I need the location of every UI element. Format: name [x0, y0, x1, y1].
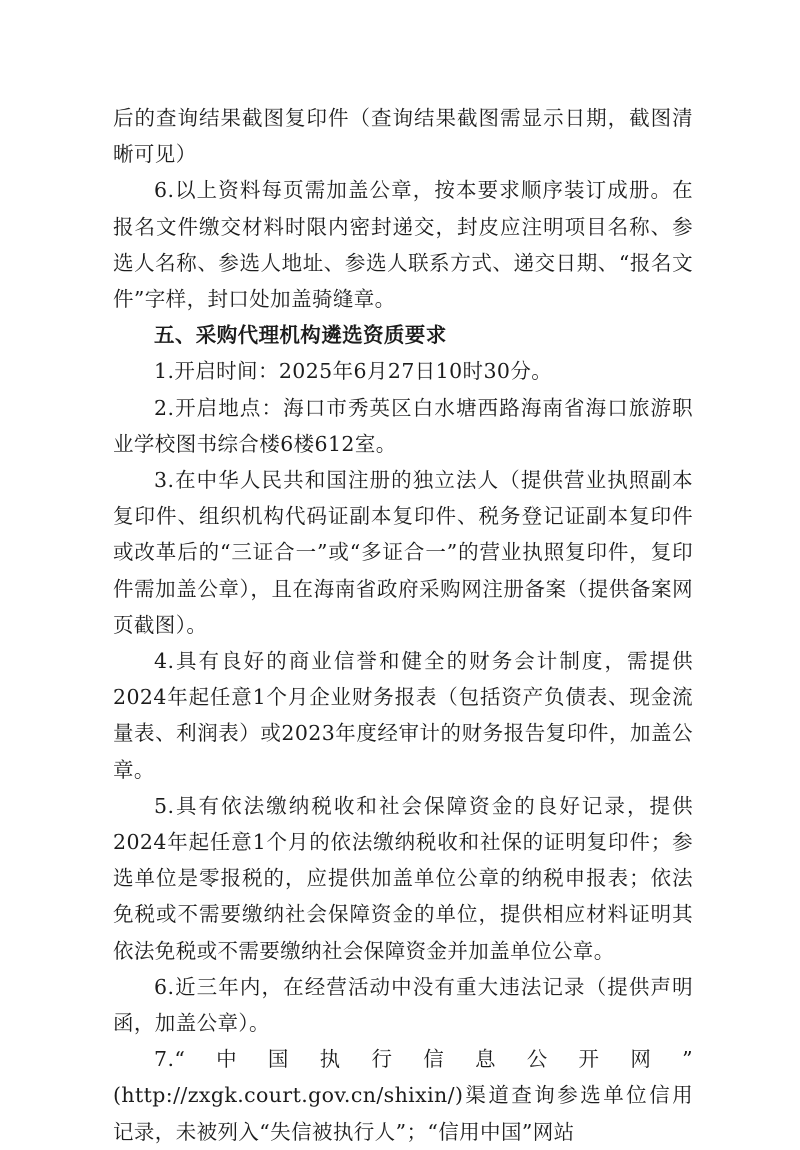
- paragraph-item-6-binding: 6.以上资料每页需加盖公章，按本要求顺序装订成册。在报名文件缴交材料时限内密封递交，封皮应注明项目名称、参选人名称、参选人地址、参选人联系方式、递交日期、“报名文件”字样，封口处加盖骑缝章。: [113, 178, 693, 312]
- paragraph-item-5-tax-social-security: 5.具有依法缴纳税收和社会保障资金的良好记录，提供2024年起任意1个月的依法缴纳税收和社保的证明复印件；参选单位是零报税的，应提供加盖单位公章的纳税申报表；依法免税或不需要缴纳社会保障资金的单位，提供相应材料证明其依法免税或不需要缴纳社会保障资金并加盖单位公章。: [113, 793, 693, 963]
- paragraph-item-6-no-violation: 6.近三年内，在经营活动中没有重大违法记录（提供声明函，加盖公章）。: [113, 974, 693, 1036]
- paragraph-item-3-legal-entity: 3.在中华人民共和国注册的独立法人（提供营业执照副本复印件、组织机构代码证副本复印件、税务登记证副本复印件或改革后的“三证合一”或“多证合一”的营业执照复印件，复印件需加盖公章），且在海南省政府采购网注册备案（提供备案网页截图）。: [113, 468, 693, 637]
- section-heading-5: 五、采购代理机构遴选资质要求: [154, 323, 447, 348]
- paragraph-item-1-open-time: 1.开启时间：2025年6月27日10时30分。: [154, 359, 553, 384]
- paragraph-item-7-title: 7.“中国执行信息公开网”: [154, 1047, 693, 1072]
- paragraph-item-2-open-location: 2.开启地点：海口市秀英区白水塘西路海南省海口旅游职业学校图书综合楼6楼612室。: [113, 395, 693, 456]
- paragraph-continuation: 后的查询结果截图复印件（查询结果截图需显示日期，截图清晰可见）: [113, 106, 693, 167]
- paragraph-item-7-body: (http://zxgk.court.gov.cn/shixin/)渠道查询参选单位信用记录，未被列入“失信被执行人”；“信用中国”网站: [113, 1083, 693, 1144]
- paragraph-item-4-finance: 4.具有良好的商业信誉和健全的财务会计制度，需提供2024年起任意1个月企业财务报表（包括资产负债表、现金流量表、利润表）或2023年度经审计的财务报告复印件，加盖公章。: [113, 649, 693, 782]
- document-page: [113, 100, 693, 1150]
